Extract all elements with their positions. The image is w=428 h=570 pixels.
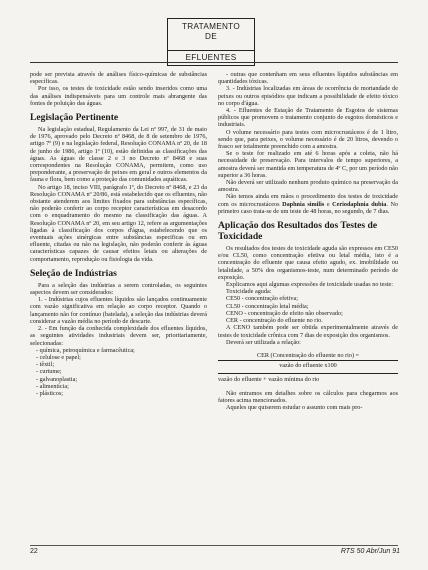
tox-item: CE50 - concentração efetiva; [226,295,298,303]
paragraph [218,193,398,215]
tox-item: CENO - concentração de efeito não observado; [226,309,343,317]
paragraph: Na legislação estadual, Regulamento da Lei nº 997, de 31 de maio de 1976, aprovado pelo Decreto nº 8468, de 8 de setembro de 1976, artigo 7º (9) e na legislação federal, Resolução CONAMA nº 20, de 18 de junho de 1986, artigo 1º (10), estão definidas as classificações das águas. As águas de classe 2 e 3 no Decreto nº 8468 e suas correspondentes na Resolução CONAMA, permitem, como uso preponderante, a preservação de peixes em geral e outros elementos da fauna e flora, bem como a proteção das comunidades aquáticas. [30,126,207,184]
paragraph: Explicamos aqui algumas expressões de toxicidade usadas no teste: [226,281,394,289]
paragraph: pode ser prevista através de análises físico-químicas de substâncias específicas. [30,71,207,86]
paragraph: Por isso, os testes de toxicidade estão sendo inseridos como uma das análises indispensáveis para um controle mais abrangente das fontes de poluição das águas. [30,85,207,107]
tox-item: CL50 - concentração letal média; [226,302,309,310]
paragraph: Os resultados dos testes de toxicidade aguda são expressos em CE50 e/ou CL50, como concentração efetiva ou letal média, isto é a concentração do efluente que causa efeito agudo, ex. imobilidade ou letalidade, a 50% dos organismos-teste, num determinado período de exposição. [218,245,398,281]
text-run: . No primeiro caso trata-se de um teste de 48 horas, no segundo, de 7 dias. [218,200,399,215]
list-item: - química, petroquímica e farmacêutica; [36,346,135,354]
paragraph: 3. - Indústrias localizadas em áreas de ocorrência de mortandade de peixes ou outros episódios que indicam a possibilidade de efeito tóxico no corpo d'água. [218,85,398,107]
paragraph: Para a seleção das indústrias a serem controladas, os seguintes aspectos devem ser considerados: [30,281,207,297]
formula-bottom: vazão do efluente + vazão mínima do rio [218,373,398,383]
page-number: 22 [30,548,38,555]
paragraph: 1. - Indústrias cujos efluentes líquidos são lançados continuamente com vazão significativa em relação ao corpo receptor. Quando o lançamento não for contínuo (batelada), a seleção das indústrias deverá considerar a vazão média no período de descarte. [30,296,207,325]
list-item: - celulose e papel; [36,353,81,361]
bottom-rule [30,545,398,546]
paragraph: Deverá ser utilizada a relação: [226,338,301,346]
text-run: Não temos ainda em mãos o procedimento dos testes de toxicidade com os microcrustáceos [218,193,398,208]
header-line-1: TRATAMENTO [181,22,241,31]
species-name: Daphnia similis [282,200,325,208]
header-line-2: DE [205,32,217,41]
formula [218,352,398,384]
paragraph: Se o teste for realizado em até 6 horas após a coleta, não há necessidade de preservação. Para intervalos de tempo superiores, a amostra deverá ser mantida em temperatura de 4º C, por um período não superior a 36 horas. [218,150,398,179]
right-column [218,71,398,411]
paragraph: Não deverá ser utilizado nenhum produto químico na preservação da amostra. [218,179,398,194]
list-item: - galvanoplastia; [36,375,78,383]
list-item: - alimentícia; [36,382,69,390]
heading-aplicacao: Aplicação dos Resultados dos Testes de Toxicidade [218,220,378,243]
left-column [30,71,207,397]
text-run: e [324,200,333,208]
header-line-3: EFLUENTES [168,50,254,63]
paragraph: Aqueles que quiserem estudar o assunto com mais pro- [226,403,363,411]
paragraph: 2. - Em função da conhecida complexidade dos efluentes líquidos, as seguintes atividades industriais devem ser, prioritariamente, selecionadas: [30,325,207,347]
paragraph: No artigo 18, inciso VIII, parágrafo 1º, do Decreto nº 8468, e 23 da Resolução CONAMA nº 20/86, está estabelecido que os efluentes, não obstante atenderem aos limites fixados para substâncias específicas, não poderão conferir ao corpo receptor características em desacordo com o enquadramento do mesmo na classificação das águas. A Resolução CONAMA nº 20, em seu artigo 12, refere as argumentações ligadas à classificação dos corpos d'água, estabelecendo que os eventuais ações sinérgicas entre substâncias especificas ou em efluente, citadas ou não na legislação, não poderão conferir às águas características capazes de causar efeitos letais ou alterações de comportamento, reprodução ou fisiologia da vida. [30,183,207,263]
paragraph: 4. - Efluentes de Estação de Tratamento de Esgotos de sistemas públicos que promovem o tratamento conjunto de esgotos domésticos e industriais. [218,107,398,129]
list-item: - plásticos; [36,389,63,397]
species-name: Ceriodaphnia dubia [332,200,387,208]
paragraph: O volume necessário para testes com microcrustáceos é de 1 litro, sendo que, para peixes, o volume necessário é de 20 litros, devendo o frasco ser totalmente preenchido com a amostra. [218,128,398,151]
tox-title: Toxicidade aguda: [226,288,272,296]
tox-item: CER - concentração do efluente no rio. [226,317,323,325]
formula-denominator: vazão do efluente x100 [218,360,398,369]
section-header-box [167,18,255,66]
top-rule [30,62,398,63]
formula-numerator: CER (Concentração do efluente no rio) = [256,351,360,359]
paragraph: A CENO também pode ser obtida experimentalmente através de testes de toxicidade crônica com 7 dias de exposição dos organismos. [218,324,398,339]
heading-legislacao: Legislação Pertinente [30,112,119,124]
paragraph: - outras que contenham em seus efluentes líquidos substâncias em quantidades tóxicas. [218,71,398,86]
journal-issue: RTS 50 Abr/Jun 91 [340,548,400,555]
heading-selecao: Seleção de Indústrias [30,267,117,279]
industry-list [30,347,207,397]
list-item: - curtume; [36,368,62,376]
paragraph: Não entramos em detalhes sobre os cálculos para chegarmos aos fatores acima mencionados. [218,389,398,404]
list-item: - têxtil; [36,361,55,369]
